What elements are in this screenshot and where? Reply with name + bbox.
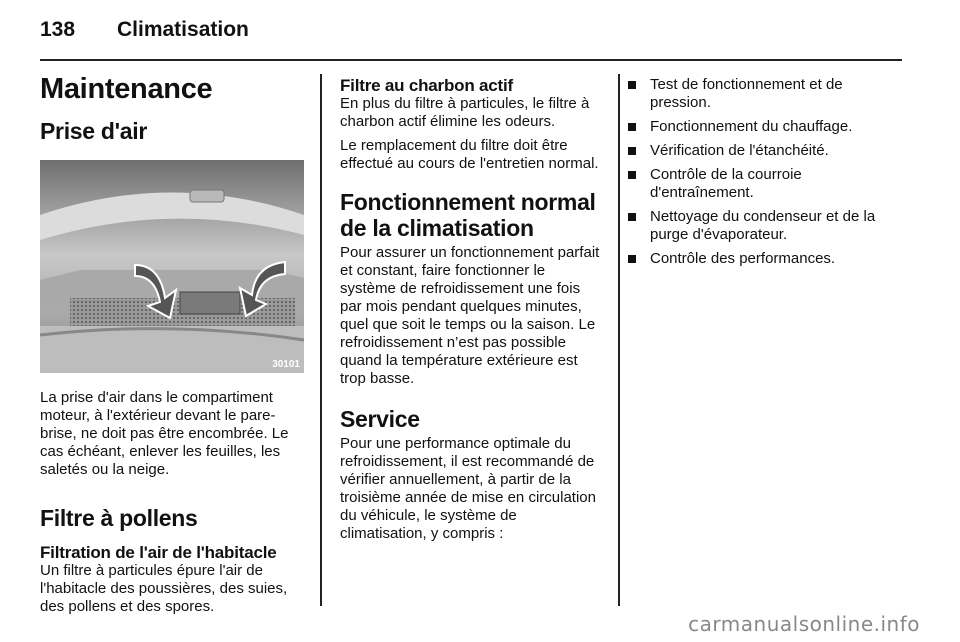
checklist-item-text: Test de fonctionnement et de pression. (650, 76, 843, 111)
column-divider-2 (618, 74, 620, 606)
service-title: Service (340, 406, 420, 432)
air-intake-figure (40, 160, 304, 373)
air-intake-illustration-icon (40, 160, 304, 373)
normal-operation-title: Fonctionnement normal de la climatisation (340, 189, 596, 241)
subsection-title-air-intake: Prise d'air (40, 118, 148, 144)
checklist-item (622, 118, 904, 136)
checklist-item (622, 166, 904, 202)
column-left (40, 70, 304, 616)
bullet-square-icon (628, 171, 636, 179)
header-rule (40, 59, 902, 61)
section-title-maintenance: Maintenance (40, 73, 213, 105)
checklist-item (622, 142, 904, 160)
checklist-item (622, 76, 904, 112)
bullet-square-icon (628, 255, 636, 263)
service-text: Pour une performance optimale du refroidissement, il est recommandé de vérifier annuellement, à partir de la troisième année de mise en circulation du véhicule, le système de climatisation, y compris : (340, 435, 596, 542)
column-right (622, 70, 904, 274)
page-number: 138 (40, 18, 76, 41)
normal-operation-text: Pour assurer un fonctionnement parfait et constant, faire fonctionner le système de refroidissement une fois par mois pendant quelques minutes, quel que soit le temps ou la saison. Le refroidissement n’est pas possible quand la température extérieure est trop basse. (340, 244, 600, 387)
watermark: carmanualsonline.info (688, 612, 920, 636)
carbon-filter-title: Filtre au charbon actif (340, 76, 513, 95)
air-intake-text: La prise d'air dans le compartiment moteur, à l'extérieur devant le pare-brise, ne doit pas être encombrée. Le cas échéant, enlever les feuilles, les saletés ou la neige. (40, 389, 289, 478)
column-divider-1 (320, 74, 322, 606)
checklist-item-text: Vérification de l'étanchéité. (650, 142, 829, 159)
bullet-square-icon (628, 81, 636, 89)
carbon-filter-text-1: En plus du filtre à particules, le filtre à charbon actif élimine les odeurs. (340, 95, 590, 130)
checklist-item-text: Contrôle des performances. (650, 250, 836, 267)
bullet-square-icon (628, 123, 636, 131)
pollen-filter-title: Filtre à pollens (40, 505, 198, 531)
checklist-item-text: Contrôle de la courroie d'entraînement. (650, 166, 802, 201)
checklist-item-text: Nettoyage du condenseur et de la purge d'évaporateur. (650, 208, 876, 243)
checklist-item (622, 208, 904, 244)
carbon-filter-text-2: Le remplacement du filtre doit être effectué au cours de l'entretien normal. (340, 137, 599, 172)
service-checklist (622, 76, 904, 268)
chapter-title: Climatisation (117, 18, 249, 41)
cabin-filtration-subtitle: Filtration de l'air de l'habitacle (40, 543, 277, 562)
column-middle (340, 70, 604, 543)
pollen-filter-text: Un filtre à particules épure l'air de l'habitacle des poussières, des suies, des pollens et des spores. (40, 562, 288, 615)
figure-number: 30101 (272, 359, 300, 370)
bullet-square-icon (628, 147, 636, 155)
checklist-item-text: Fonctionnement du chauffage. (650, 118, 853, 135)
checklist-item (622, 250, 904, 268)
bullet-square-icon (628, 213, 636, 221)
